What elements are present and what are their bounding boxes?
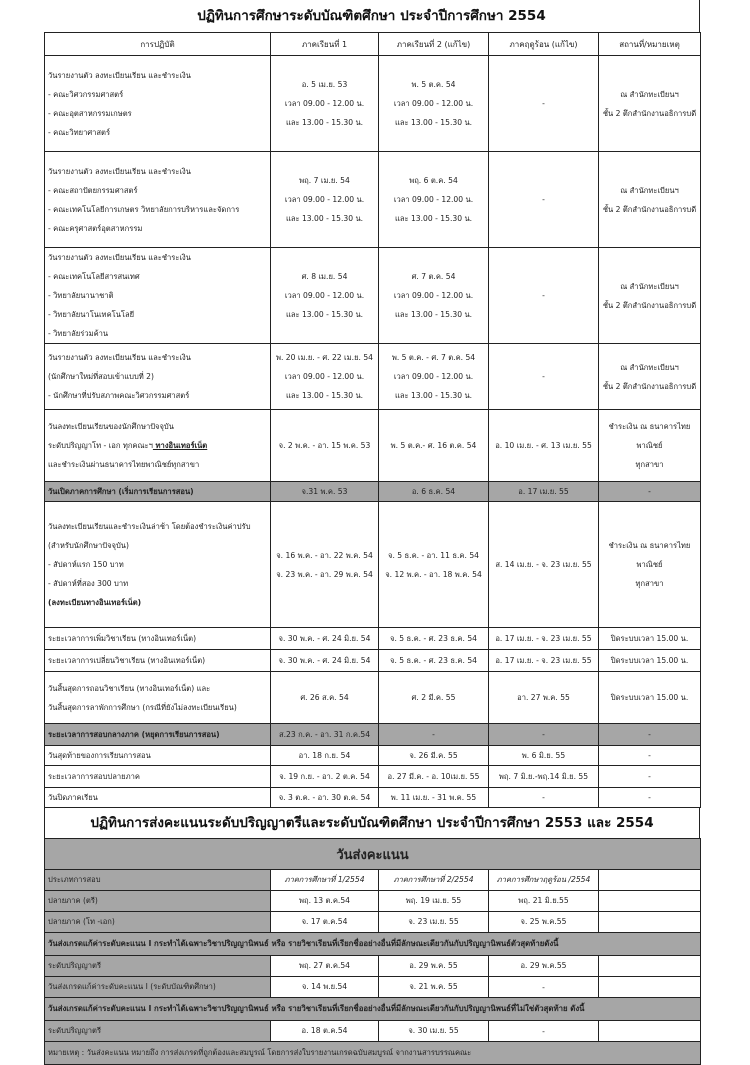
activity-cell-line: วันรายงานตัว ลงทะเบียนเรียน และชำระเงิน xyxy=(48,253,191,262)
location-note-cell xyxy=(599,788,701,808)
summer-cell-line: พ. 6 มิ.ย. 55 xyxy=(521,750,566,760)
semester2-cell-line: จ. 5 ธ.ค. - ศ. 23 ธ.ค. 54 xyxy=(390,655,477,665)
grades-date-cell: พฤ. 21 มิ.ย.55 xyxy=(489,891,599,912)
activity-cell-line: - คณะเทคโนโลยีการเกษตร วิทยาลัยการบริหารและจัดการ xyxy=(48,204,240,214)
activity-cell-line: - วิทยาลัยนาโนเทคโนโลยี xyxy=(48,310,135,319)
location-note-cell-line: ชั้น 2 ตึกสำนักงานอธิการบดี xyxy=(602,108,697,118)
location-note-cell xyxy=(599,152,701,248)
summer-cell xyxy=(489,724,599,746)
semester2-cell-line: อ. 27 มี.ค. - อ. 10เม.ย. 55 xyxy=(387,771,480,781)
grades-row xyxy=(45,977,701,998)
summer-cell-line: อ. 17 เม.ย. - จ. 23 เม.ย. 55 xyxy=(495,655,592,665)
activity-cell xyxy=(45,724,271,746)
activity-cell-line: ระยะเวลาการสอบปลายภาค xyxy=(48,771,140,781)
activity-cell-line: ระยะเวลาการสอบกลางภาค (หยุดการเรียนการสอน) xyxy=(48,729,220,739)
location-note-cell xyxy=(599,766,701,788)
activity-cell xyxy=(45,650,271,672)
column-header: ภาคเรียนที่ 1 xyxy=(271,33,379,56)
grades-row xyxy=(45,956,701,977)
location-note-cell-line: ชั้น 2 ตึกสำนักงานอธิการบดี xyxy=(602,204,697,214)
location-note-cell-line: ชำระเงิน ณ ธนาคารไทย xyxy=(608,541,691,550)
calendar-row xyxy=(45,788,701,808)
calendar-row xyxy=(45,628,701,650)
semester2-cell-line: พ. 5 ต.ค. - ศ. 7 ต.ค. 54 xyxy=(391,353,476,362)
semester1-cell xyxy=(271,152,379,248)
location-note-cell xyxy=(599,56,701,152)
activity-cell-line: และชำระเงินผ่านธนาคารไทยพาณิชย์ทุกสาขา xyxy=(48,460,200,469)
summer-cell xyxy=(489,650,599,672)
semester1-cell xyxy=(271,766,379,788)
grades-date-cell: จ. 23 เม.ย. 55 xyxy=(379,912,489,933)
internet-registration-link[interactable]: ทางอินเทอร์เน็ต xyxy=(152,441,208,450)
activity-cell-line: วันสิ้นสุดการลาพักการศึกษา (กรณีที่ยังไม่ลงทะเบียนเรียน) xyxy=(48,702,237,712)
semester1-cell-line: จ. 19 ก.ย. - อา. 2 ต.ค. 54 xyxy=(279,771,370,781)
semester2-cell-line: ศ. 2 มี.ค. 55 xyxy=(411,692,456,702)
semester1-cell-line: ส.23 ก.ค. - อา. 31 ก.ค.54 xyxy=(278,729,371,739)
grades-date-cell: พฤ. 13 ต.ค.54 xyxy=(271,891,379,912)
location-note-cell-line: - xyxy=(648,729,651,739)
semester2-cell-line: เวลา 09.00 - 12.00 น. xyxy=(393,195,474,204)
activity-cell-line: ระดับปริญญาโท - เอก ทุกคณะฯ ทางอินเทอร์เน็ต xyxy=(48,441,208,450)
semester1-cell-line: พ. 20 เม.ย. - ศ. 22 เม.ย. 54 xyxy=(275,353,374,362)
semester1-cell-line: เวลา 09.00 - 12.00 น. xyxy=(284,99,365,108)
semester2-cell xyxy=(379,746,489,766)
empty-cell xyxy=(599,891,701,912)
summer-cell-line: อ. 10 เม.ย. - ศ. 13 เม.ย. 55 xyxy=(495,440,592,450)
activity-cell xyxy=(45,56,271,152)
semester2-cell-line: เวลา 09.00 - 12.00 น. xyxy=(393,291,474,300)
summer-cell xyxy=(489,152,599,248)
semester2-cell-line: - xyxy=(432,729,435,739)
calendar-row xyxy=(45,502,701,628)
activity-cell-line: - คณะวิศวกรรมศาสตร์ xyxy=(48,89,124,99)
activity-cell xyxy=(45,248,271,344)
activity-cell-line: - นักศึกษาที่ปรับสภาพคณะวิศวกรรมศาสตร์ xyxy=(48,391,190,400)
summer-cell-line: พฤ. 7 มิ.ย.-พฤ.14 มิ.ย. 55 xyxy=(498,771,589,781)
grades-row-label: ปลายภาค (ตรี) xyxy=(45,891,271,912)
grades-column-header: ภาคการศึกษาที่ 1/2554 xyxy=(271,870,379,891)
calendar-row xyxy=(45,248,701,344)
location-note-cell-line: - xyxy=(648,792,651,802)
location-note-cell-line: ชั้น 2 ตึกสำนักงานอธิการบดี xyxy=(602,381,697,391)
summer-cell-line: ส. 14 เม.ย. - จ. 23 เม.ย. 55 xyxy=(495,559,592,569)
activity-cell xyxy=(45,788,271,808)
semester2-cell-line: อ. 6 ธ.ค. 54 xyxy=(411,486,456,496)
semester2-cell xyxy=(379,482,489,502)
location-note-cell-line: ปิดระบบเวลา 15.00 น. xyxy=(610,655,689,665)
location-note-cell xyxy=(599,672,701,724)
semester2-cell xyxy=(379,152,489,248)
empty-cell xyxy=(599,870,701,891)
semester2-cell xyxy=(379,724,489,746)
activity-cell xyxy=(45,502,271,628)
calendar-row xyxy=(45,650,701,672)
activity-bold-line: (ลงทะเบียนทางอินเทอร์เน็ต) xyxy=(48,598,142,607)
semester1-cell-line: พฤ. 7 เม.ย. 54 xyxy=(299,176,350,185)
semester2-cell xyxy=(379,672,489,724)
semester1-cell-line: เวลา 09.00 - 12.00 น. xyxy=(284,291,365,300)
semester2-cell xyxy=(379,410,489,482)
summer-cell xyxy=(489,344,599,410)
page-title: ปฏิทินการศึกษาระดับบัณฑิตศึกษา ประจำปีการศึกษา 2554 xyxy=(44,0,700,32)
semester2-cell xyxy=(379,502,489,628)
semester1-cell xyxy=(271,650,379,672)
activity-cell-line: วันปิดภาคเรียน xyxy=(48,792,98,802)
calendar-row xyxy=(45,482,701,502)
calendar-row xyxy=(45,724,701,746)
summer-cell xyxy=(489,788,599,808)
empty-cell xyxy=(599,977,701,998)
location-note-cell-line: ชำระเงิน ณ ธนาคารไทย xyxy=(608,422,691,431)
academic-calendar-table xyxy=(44,32,701,808)
location-note-cell xyxy=(599,724,701,746)
activity-cell xyxy=(45,672,271,724)
semester1-cell xyxy=(271,482,379,502)
semester2-cell-line: และ 13.00 - 15.30 น. xyxy=(394,391,473,400)
location-note-cell-line: ทุกสาขา xyxy=(635,460,664,469)
summer-cell xyxy=(489,628,599,650)
grade-correction-note: วันส่งเกรดแก้ค่าระดับคะแนน I กระทำได้เฉพาะวิชาปริญญานิพนธ์ หรือ รายวิชาเรียนที่เรียกชื่ออย่างอื่นที่มีลักษณะเดียวกันกับปริญญานิพนธ์ตัวสุดท้ายดังนี้ xyxy=(45,933,701,956)
grades-row-label: ปลายภาค (โท -เอก) xyxy=(45,912,271,933)
summer-cell xyxy=(489,672,599,724)
semester1-cell-line: อา. 18 ก.ย. 54 xyxy=(298,750,351,760)
grades-date-cell: อ. 18 ต.ค.54 xyxy=(271,1021,379,1042)
calendar-row xyxy=(45,410,701,482)
location-note-cell-line: ทุกสาขา xyxy=(635,579,664,588)
activity-cell-line: วันรายงานตัว ลงทะเบียนเรียน และชำระเงิน xyxy=(48,166,191,176)
activity-cell xyxy=(45,152,271,248)
grade-correction-note: วันส่งเกรดแก้ค่าระดับคะแนน I กระทำได้เฉพาะวิชาปริญญานิพนธ์ หรือ รายวิชาเรียนที่เรียกชื่ออย่างอื่นที่มีลักษณะเดียวกันกับปริญญานิพนธ์ที่ไม่ใช่ตัวสุดท้าย ดังนี้ xyxy=(45,998,701,1021)
activity-cell-line: - คณะครุศาสตร์อุตสาหกรรม xyxy=(48,223,143,233)
summer-cell-line: อ. 17 เม.ย. 55 xyxy=(518,486,569,496)
calendar-row xyxy=(45,56,701,152)
summer-cell xyxy=(489,482,599,502)
activity-cell-line: - คณะสถาปัตยกรรมศาสตร์ xyxy=(48,185,138,195)
semester1-cell-line: จ. 23 พ.ค. - อา. 29 พ.ค. 54 xyxy=(276,569,373,579)
semester2-cell-line: พฤ. 6 ต.ค. 54 xyxy=(409,176,458,185)
location-note-cell xyxy=(599,344,701,410)
location-note-cell-line: ปิดระบบเวลา 15.00 น. xyxy=(610,633,689,643)
semester2-cell xyxy=(379,766,489,788)
semester2-cell-line: จ. 5 ธ.ค. - ศ. 23 ธ.ค. 54 xyxy=(390,633,477,643)
grades-date-cell: พฤ. 27 ต.ค.54 xyxy=(271,956,379,977)
semester1-cell xyxy=(271,502,379,628)
activity-cell-line: - สัปดาห์แรก 150 บาท xyxy=(48,560,124,569)
summer-cell-line: - xyxy=(542,98,545,108)
grades-date-cell: อ. 29 พ.ค. 55 xyxy=(379,956,489,977)
semester2-cell-line: จ. 26 มี.ค. 55 xyxy=(409,750,458,760)
semester2-cell xyxy=(379,56,489,152)
semester1-cell-line: จ. 16 พ.ค. - อา. 22 พ.ค. 54 xyxy=(276,550,373,560)
location-note-cell-line: - xyxy=(648,771,651,781)
semester1-cell xyxy=(271,788,379,808)
grades-row-label: ระดับปริญญาตรี xyxy=(45,1021,271,1042)
activity-cell xyxy=(45,344,271,410)
grades-row xyxy=(45,912,701,933)
summer-cell-line: - xyxy=(542,194,545,204)
semester1-cell-line: จ. 30 พ.ค. - ศ. 24 มิ.ย. 54 xyxy=(278,633,371,643)
semester1-cell xyxy=(271,724,379,746)
semester1-cell xyxy=(271,628,379,650)
location-note-cell-line: ณ สำนักทะเบียนฯ xyxy=(620,185,679,195)
activity-cell-line: - คณะเทคโนโลยีสารสนเทศ xyxy=(48,272,140,281)
semester2-cell xyxy=(379,248,489,344)
grades-date-cell: จ. 14 พ.ย.54 xyxy=(271,977,379,998)
semester2-cell xyxy=(379,344,489,410)
activity-cell-line: วันสิ้นสุดการถอนวิชาเรียน (ทางอินเทอร์เน็ต) และ xyxy=(48,683,211,693)
semester1-cell-line: และ 13.00 - 15.30 น. xyxy=(285,214,364,223)
grades-date-cell: จ. 30 เม.ย. 55 xyxy=(379,1021,489,1042)
location-note-cell-line: ชั้น 2 ตึกสำนักงานอธิการบดี xyxy=(602,300,697,310)
grades-row xyxy=(45,1021,701,1042)
grades-date-cell: จ. 25 พ.ค.55 xyxy=(489,912,599,933)
activity-cell-line: - วิทยาลัยนานาชาติ xyxy=(48,291,114,300)
location-note-cell xyxy=(599,248,701,344)
summer-cell-line: อา. 27 พ.ค. 55 xyxy=(517,692,570,702)
activity-cell-line: วันลงทะเบียนเรียนและชำระเงินล่าช้า โดยต้องชำระเงินค่าปรับ xyxy=(48,522,251,531)
semester1-cell xyxy=(271,672,379,724)
semester1-cell-line: อ. 5 เม.ย. 53 xyxy=(301,80,348,89)
semester1-cell xyxy=(271,56,379,152)
activity-cell-line: วันสุดท้ายของการเรียนการสอน xyxy=(48,750,151,760)
semester1-cell-line: เวลา 09.00 - 12.00 น. xyxy=(284,372,365,381)
grade-correction-note-row xyxy=(45,998,701,1021)
summer-cell xyxy=(489,766,599,788)
semester2-cell xyxy=(379,628,489,650)
activity-cell-line: - คณะอุตสาหกรรมเกษตร xyxy=(48,108,132,118)
grades-date-cell: อ. 29 พ.ค.55 xyxy=(489,956,599,977)
location-note-cell-line: พาณิชย์ xyxy=(636,441,663,450)
semester2-cell-line: เวลา 09.00 - 12.00 น. xyxy=(393,99,474,108)
grades-column-row xyxy=(45,870,701,891)
semester2-cell-line: และ 13.00 - 15.30 น. xyxy=(394,310,473,319)
semester1-cell xyxy=(271,410,379,482)
activity-cell-line: - คณะวิทยาศาสตร์ xyxy=(48,127,111,137)
calendar-row xyxy=(45,746,701,766)
location-note-cell xyxy=(599,502,701,628)
column-header: ภาคฤดูร้อน (แก้ไข) xyxy=(489,33,599,56)
calendar-row xyxy=(45,344,701,410)
column-header: ภาคเรียนที่ 2 (แก้ไข) xyxy=(379,33,489,56)
grades-column-header: ภาคการศึกษาที่ 2/2554 xyxy=(379,870,489,891)
grades-date-cell: - xyxy=(489,1021,599,1042)
semester1-cell-line: และ 13.00 - 15.30 น. xyxy=(285,391,364,400)
calendar-row xyxy=(45,152,701,248)
activity-cell-line: วันเปิดภาคการศึกษา (เริ่มการเรียนการสอน) xyxy=(48,486,194,496)
summer-cell-line: - xyxy=(542,290,545,300)
location-note-cell xyxy=(599,482,701,502)
semester2-cell-line: จ. 5 ธ.ค. - อา. 11 ธ.ค. 54 xyxy=(388,550,479,560)
semester1-cell-line: เวลา 09.00 - 12.00 น. xyxy=(284,195,365,204)
activity-cell xyxy=(45,766,271,788)
location-note-cell-line: - xyxy=(648,750,651,760)
semester2-cell-line: พ. 5 ต.ค.- ศ. 16 ต.ค. 54 xyxy=(390,440,477,450)
semester2-cell-line: เวลา 09.00 - 12.00 น. xyxy=(393,372,474,381)
empty-cell xyxy=(599,912,701,933)
calendar-header-row xyxy=(45,33,701,56)
empty-cell xyxy=(599,1021,701,1042)
semester1-cell-line: และ 13.00 - 15.30 น. xyxy=(285,118,364,127)
location-note-cell-line: ปิดระบบเวลา 15.00 น. xyxy=(610,692,689,702)
summer-cell xyxy=(489,248,599,344)
activity-cell xyxy=(45,410,271,482)
activity-cell xyxy=(45,482,271,502)
grades-table xyxy=(44,838,701,1065)
calendar-row xyxy=(45,672,701,724)
activity-cell-line: - สัปดาห์ที่สอง 300 บาท xyxy=(48,579,129,588)
grades-date-cell: จ. 21 พ.ค. 55 xyxy=(379,977,489,998)
grade-correction-note-row xyxy=(45,933,701,956)
summer-cell-line: - xyxy=(542,729,545,739)
location-note-cell xyxy=(599,628,701,650)
calendar-document xyxy=(44,0,700,1065)
grades-column-header: ภาคการศึกษาฤดูร้อน /2554 xyxy=(489,870,599,891)
footnote-row xyxy=(45,1042,701,1065)
activity-cell-line: - วิทยาลัยร่วมค้าน xyxy=(48,329,109,338)
activity-cell xyxy=(45,628,271,650)
activity-cell xyxy=(45,746,271,766)
semester1-cell xyxy=(271,248,379,344)
grades-row-label: ระดับปริญญาตรี xyxy=(45,956,271,977)
calendar-row xyxy=(45,766,701,788)
semester2-cell-line: จ. 12 พ.ค. - อา. 18 พ.ค. 54 xyxy=(385,569,482,579)
semester1-cell-line: จ. 3 ต.ค. - อา. 30 ต.ค. 54 xyxy=(278,792,371,802)
semester1-cell xyxy=(271,344,379,410)
semester2-cell xyxy=(379,788,489,808)
summer-cell-line: - xyxy=(542,371,545,381)
summer-cell xyxy=(489,410,599,482)
semester1-cell-line: จ. 30 พ.ค. - ศ. 24 มิ.ย. 54 xyxy=(278,655,371,665)
summer-cell-line: อ. 17 เม.ย. - จ. 23 เม.ย. 55 xyxy=(495,633,592,643)
footnote: หมายเหตุ : วันส่งคะแนน หมายถึง การส่งเกรดที่ถูกต้องและสมบูรณ์ โดยการส่งใบรายงานเกรดฉบับสมบูรณ์ จากงานสารบรรณคณะ xyxy=(45,1042,701,1065)
grades-row xyxy=(45,891,701,912)
grades-date-cell: - xyxy=(489,977,599,998)
activity-cell-line: วันลงทะเบียนเรียนของนักศึกษาปัจจุบัน xyxy=(48,422,174,431)
semester2-cell-line: และ 13.00 - 15.30 น. xyxy=(394,118,473,127)
location-note-cell xyxy=(599,650,701,672)
activity-cell-line: ระยะเวลาการเพิ่มวิชาเรียน (ทางอินเทอร์เน็ต) xyxy=(48,633,197,643)
grades-header-row xyxy=(45,839,701,870)
semester1-cell-line: ศ. 26 ส.ค. 54 xyxy=(300,692,349,702)
summer-cell xyxy=(489,502,599,628)
summer-cell-line: - xyxy=(542,792,545,802)
location-note-cell-line: - xyxy=(648,486,651,496)
semester2-cell xyxy=(379,650,489,672)
grades-section-title: ปฏิทินการส่งคะแนนระดับปริญญาตรีและระดับบัณฑิตศึกษา ประจำปีการศึกษา 2553 และ 2554 xyxy=(44,808,700,838)
activity-cell-line: ระยะเวลาการเปลี่ยนวิชาเรียน (ทางอินเทอร์เน็ต) xyxy=(48,655,206,665)
location-note-cell xyxy=(599,746,701,766)
activity-cell-line: (นักศึกษาใหม่ที่สอบเข้าแบบที่ 2) xyxy=(48,372,154,381)
summer-cell xyxy=(489,56,599,152)
semester1-cell xyxy=(271,746,379,766)
location-note-cell-line: ณ สำนักทะเบียนฯ xyxy=(620,362,679,372)
location-note-cell-line: ณ สำนักทะเบียนฯ xyxy=(620,89,679,99)
semester2-cell-line: ศ. 7 ต.ค. 54 xyxy=(411,272,456,281)
semester1-cell-line: และ 13.00 - 15.30 น. xyxy=(285,310,364,319)
grades-row-label: วันส่งเกรดแก้ค่าระดับคะแนน I (ระดับบัณฑิตศึกษา) xyxy=(45,977,271,998)
grades-date-cell: พฤ. 19 เม.ย. 55 xyxy=(379,891,489,912)
summer-cell xyxy=(489,746,599,766)
semester2-cell-line: พ. 11 เม.ย. - 31 พ.ค. 55 xyxy=(390,792,477,802)
activity-cell-line: วันรายงานตัว ลงทะเบียนเรียน และชำระเงิน xyxy=(48,70,191,80)
semester1-cell-line: จ.31 พ.ค. 53 xyxy=(301,486,348,496)
activity-cell-line: (สำหรับนักศึกษาปัจจุบัน) xyxy=(48,541,129,550)
location-note-cell-line: พาณิชย์ xyxy=(636,560,663,569)
empty-cell xyxy=(599,956,701,977)
activity-cell-line: วันรายงานตัว ลงทะเบียนเรียน และชำระเงิน xyxy=(48,353,191,362)
semester2-cell-line: พ. 5 ต.ค. 54 xyxy=(411,80,456,89)
grades-column-header: ประเภทการสอบ xyxy=(45,870,271,891)
grades-header: วันส่งคะแนน xyxy=(45,839,701,870)
semester1-cell-line: จ. 2 พ.ค. - อา. 15 พ.ค. 53 xyxy=(278,440,371,450)
semester1-cell-line: ศ. 8 เม.ย. 54 xyxy=(301,272,348,281)
location-note-cell-line: ณ สำนักทะเบียนฯ xyxy=(620,281,679,291)
location-note-cell xyxy=(599,410,701,482)
grades-date-cell: จ. 17 ต.ค.54 xyxy=(271,912,379,933)
semester2-cell-line: และ 13.00 - 15.30 น. xyxy=(394,214,473,223)
column-header: สถานที่/หมายเหตุ xyxy=(599,33,701,56)
column-header: การปฏิบัติ xyxy=(45,33,271,56)
